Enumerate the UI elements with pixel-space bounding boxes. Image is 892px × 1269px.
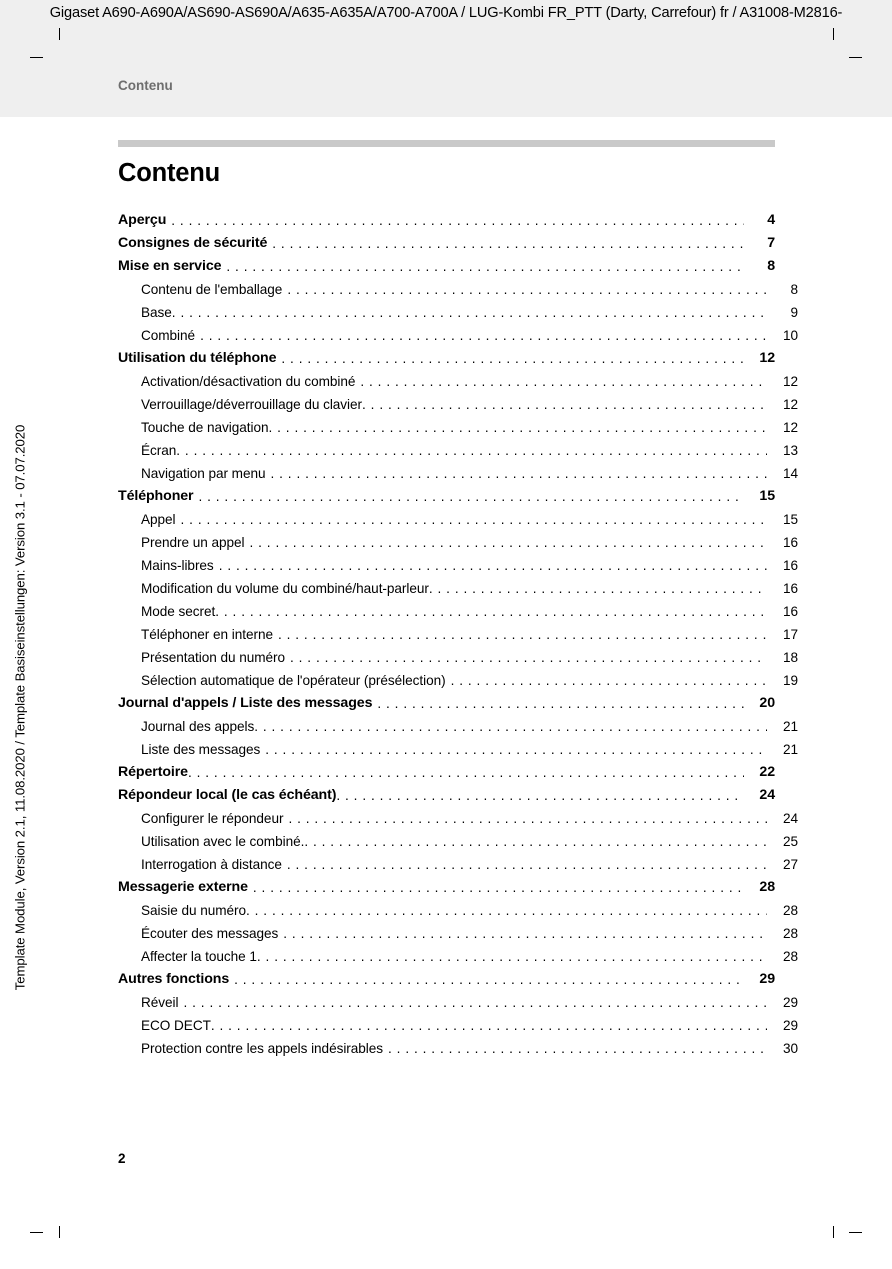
toc-entry-page-number: 15 <box>782 512 798 527</box>
toc-entry-label: Contenu de l'emballage <box>141 282 283 297</box>
toc-entry-page-number: 18 <box>782 650 798 665</box>
toc-entry[interactable] <box>118 899 798 922</box>
toc-entry[interactable] <box>118 830 798 853</box>
toc-entry[interactable] <box>118 623 798 646</box>
toc-entry[interactable] <box>118 209 775 232</box>
toc-leader-dots <box>287 278 767 301</box>
toc-entry-page-number: 12 <box>782 420 798 435</box>
toc-entry[interactable] <box>118 301 798 324</box>
toc-entry-page-number: 29 <box>782 995 798 1010</box>
running-header: Contenu <box>118 78 173 93</box>
toc-entry[interactable] <box>118 370 798 393</box>
toc-entry-page-number: 9 <box>790 305 798 320</box>
toc-entry[interactable] <box>118 577 798 600</box>
toc-entry-label: Combiné <box>141 328 196 343</box>
toc-entry-page-number: 20 <box>759 695 775 711</box>
toc-leader-dots <box>171 209 744 232</box>
toc-leader-dots <box>254 715 767 738</box>
toc-entry-page-number: 24 <box>782 811 798 826</box>
toc-entry-page-number: 25 <box>782 834 798 849</box>
toc-entry[interactable] <box>118 922 798 945</box>
toc-entry-page-number: 12 <box>759 350 775 366</box>
toc-leader-dots <box>234 968 744 991</box>
toc-leader-dots <box>429 577 767 600</box>
toc-entry-page-number: 4 <box>767 212 775 228</box>
toc-entry-label: Liste des messages <box>141 742 261 757</box>
toc-entry-label: Écran <box>141 443 177 458</box>
toc-entry-label: Sélection automatique de l'opérateur (présélection) <box>141 673 446 688</box>
toc-entry[interactable] <box>118 968 775 991</box>
toc-entry-label: Base <box>141 305 172 320</box>
toc-leader-dots <box>257 945 767 968</box>
crop-mark-bottom-right-vertical <box>833 1226 834 1238</box>
toc-leader-dots <box>181 508 767 531</box>
toc-entry[interactable] <box>118 876 775 899</box>
toc-entry-label: Appel <box>141 512 176 527</box>
crop-mark-bottom-left-vertical <box>59 1226 60 1238</box>
toc-entry[interactable] <box>118 531 798 554</box>
toc-entry-label: Journal d'appels / Liste des messages <box>118 695 373 711</box>
toc-leader-dots <box>226 255 744 278</box>
page-content <box>118 140 798 1060</box>
toc-leader-dots <box>253 876 744 899</box>
toc-entry[interactable] <box>118 462 798 485</box>
toc-leader-dots <box>219 554 767 577</box>
toc-entry-label: Touche de navigation <box>141 420 269 435</box>
toc-entry-label: Autres fonctions <box>118 971 230 987</box>
toc-entry-page-number: 16 <box>782 558 798 573</box>
crop-mark-top-left-vertical <box>59 28 60 40</box>
toc-entry[interactable] <box>118 439 798 462</box>
toc-entry-page-number: 17 <box>782 627 798 642</box>
toc-leader-dots <box>287 853 767 876</box>
toc-leader-dots <box>172 301 767 324</box>
toc-entry-label: Modification du volume du combiné/haut-parleur <box>141 581 429 596</box>
toc-entry-label: Messagerie externe <box>118 879 248 895</box>
crop-mark-top-right-vertical <box>833 28 834 40</box>
toc-entry-page-number: 22 <box>759 764 775 780</box>
toc-leader-dots <box>281 347 744 370</box>
toc-entry[interactable] <box>118 669 798 692</box>
toc-entry[interactable] <box>118 416 798 439</box>
toc-entry[interactable] <box>118 1037 798 1060</box>
toc-entry-page-number: 10 <box>782 328 798 343</box>
toc-entry[interactable] <box>118 945 798 968</box>
crop-mark-top-left-horizontal <box>30 57 43 58</box>
toc-entry-label: Prendre un appel <box>141 535 245 550</box>
toc-entry-page-number: 16 <box>782 535 798 550</box>
toc-entry-label: Téléphoner en interne <box>141 627 273 642</box>
toc-entry[interactable] <box>118 347 775 370</box>
toc-leader-dots <box>336 784 744 807</box>
toc-entry-page-number: 16 <box>782 604 798 619</box>
toc-entry-label: Présentation du numéro <box>141 650 285 665</box>
toc-entry[interactable] <box>118 991 798 1014</box>
toc-entry[interactable] <box>118 692 775 715</box>
toc-entry[interactable] <box>118 1014 798 1037</box>
toc-entry[interactable] <box>118 278 798 301</box>
toc-leader-dots <box>188 761 744 784</box>
toc-leader-dots <box>246 899 767 922</box>
toc-entry-label: Répondeur local (le cas échéant) <box>118 787 337 803</box>
toc-entry[interactable] <box>118 715 798 738</box>
toc-entry-page-number: 21 <box>782 719 798 734</box>
toc-entry-label: Verrouillage/déverrouillage du clavier <box>141 397 363 412</box>
print-header-text: Gigaset A690-A690A/AS690-AS690A/A635-A635A/A700-A700A / LUG-Kombi FR_PTT (Darty, Carrefour) fr / A31008-M2816- <box>49 5 843 21</box>
toc-entry-label: Mains-libres <box>141 558 214 573</box>
toc-entry-label: ECO DECT <box>141 1018 211 1033</box>
toc-entry-label: Affecter la touche 1 <box>141 949 257 964</box>
toc-entry-page-number: 29 <box>759 971 775 987</box>
toc-entry-page-number: 15 <box>759 488 775 504</box>
toc-leader-dots <box>198 485 744 508</box>
toc-entry-page-number: 16 <box>782 581 798 596</box>
toc-entry-label: Saisie du numéro <box>141 903 246 918</box>
toc-entry[interactable] <box>118 738 798 761</box>
toc-entry-page-number: 28 <box>782 926 798 941</box>
toc-leader-dots <box>183 991 767 1014</box>
toc-entry-page-number: 12 <box>782 397 798 412</box>
toc-leader-dots <box>451 669 767 692</box>
toc-leader-dots <box>200 324 767 347</box>
toc-entry-label: Protection contre les appels indésirables <box>141 1041 384 1056</box>
toc-entry-label: Configurer le répondeur <box>141 811 284 826</box>
toc-entry-page-number: 24 <box>759 787 775 803</box>
toc-leader-dots <box>272 232 744 255</box>
table-of-contents <box>118 209 798 1060</box>
toc-entry-page-number: 28 <box>782 949 798 964</box>
toc-entry-label: Mise en service <box>118 258 222 274</box>
toc-entry-page-number: 8 <box>790 282 798 297</box>
toc-entry-page-number: 30 <box>782 1041 798 1056</box>
toc-entry[interactable] <box>118 853 798 876</box>
toc-leader-dots <box>360 370 767 393</box>
toc-leader-dots <box>288 807 767 830</box>
toc-entry[interactable] <box>118 784 775 807</box>
toc-leader-dots <box>268 416 767 439</box>
toc-leader-dots <box>377 692 744 715</box>
toc-leader-dots <box>304 830 767 853</box>
toc-entry-label: Interrogation à distance <box>141 857 282 872</box>
footer-page-number: 2 <box>118 1151 126 1166</box>
title-rule <box>118 140 775 147</box>
toc-entry[interactable] <box>118 646 798 669</box>
toc-leader-dots <box>176 439 767 462</box>
toc-leader-dots <box>211 1014 767 1037</box>
toc-entry[interactable] <box>118 232 775 255</box>
toc-entry[interactable] <box>118 554 798 577</box>
crop-mark-top-right-horizontal <box>849 57 862 58</box>
toc-leader-dots <box>250 531 768 554</box>
toc-entry-page-number: 28 <box>759 879 775 895</box>
toc-entry-page-number: 29 <box>782 1018 798 1033</box>
toc-leader-dots <box>362 393 767 416</box>
toc-entry-page-number: 21 <box>782 742 798 757</box>
toc-entry-label: Aperçu <box>118 212 167 228</box>
toc-entry-label: Activation/désactivation du combiné <box>141 374 356 389</box>
toc-leader-dots <box>265 738 767 761</box>
toc-entry-page-number: 8 <box>767 258 775 274</box>
template-version-note: Template Module, Version 2.1, 11.08.2020 / Template Basiseinstellungen: Version 3.1 - 07.07.2020 <box>12 424 28 991</box>
crop-mark-bottom-right-horizontal <box>849 1232 862 1233</box>
page-title: Contenu <box>118 159 220 187</box>
toc-entry-page-number: 7 <box>767 235 775 251</box>
toc-entry-page-number: 27 <box>782 857 798 872</box>
toc-entry-page-number: 14 <box>782 466 798 481</box>
toc-entry[interactable] <box>118 393 798 416</box>
toc-entry[interactable] <box>118 761 775 784</box>
toc-entry-page-number: 28 <box>782 903 798 918</box>
crop-mark-bottom-left-horizontal <box>30 1232 43 1233</box>
toc-entry-page-number: 19 <box>782 673 798 688</box>
toc-entry[interactable] <box>118 807 798 830</box>
toc-leader-dots <box>215 600 767 623</box>
toc-entry-label: Téléphoner <box>118 488 194 504</box>
toc-entry-label: Écouter des messages <box>141 926 279 941</box>
toc-leader-dots <box>290 646 767 669</box>
toc-entry-label: Journal des appels <box>141 719 255 734</box>
toc-entry[interactable] <box>118 255 775 278</box>
toc-leader-dots <box>388 1037 767 1060</box>
toc-entry[interactable] <box>118 324 798 347</box>
toc-entry-page-number: 12 <box>782 374 798 389</box>
toc-entry-label: Utilisation avec le combiné. <box>141 834 305 849</box>
toc-entry[interactable] <box>118 508 798 531</box>
toc-entry-label: Consignes de sécurité <box>118 235 268 251</box>
toc-leader-dots <box>278 623 767 646</box>
toc-leader-dots <box>271 462 768 485</box>
toc-entry-page-number: 13 <box>782 443 798 458</box>
toc-leader-dots <box>283 922 767 945</box>
toc-entry-label: Mode secret <box>141 604 216 619</box>
toc-entry[interactable] <box>118 600 798 623</box>
toc-entry[interactable] <box>118 485 775 508</box>
toc-entry-label: Réveil <box>141 995 179 1010</box>
toc-entry-label: Répertoire <box>118 764 188 780</box>
toc-entry-label: Navigation par menu <box>141 466 266 481</box>
toc-entry-label: Utilisation du téléphone <box>118 350 277 366</box>
